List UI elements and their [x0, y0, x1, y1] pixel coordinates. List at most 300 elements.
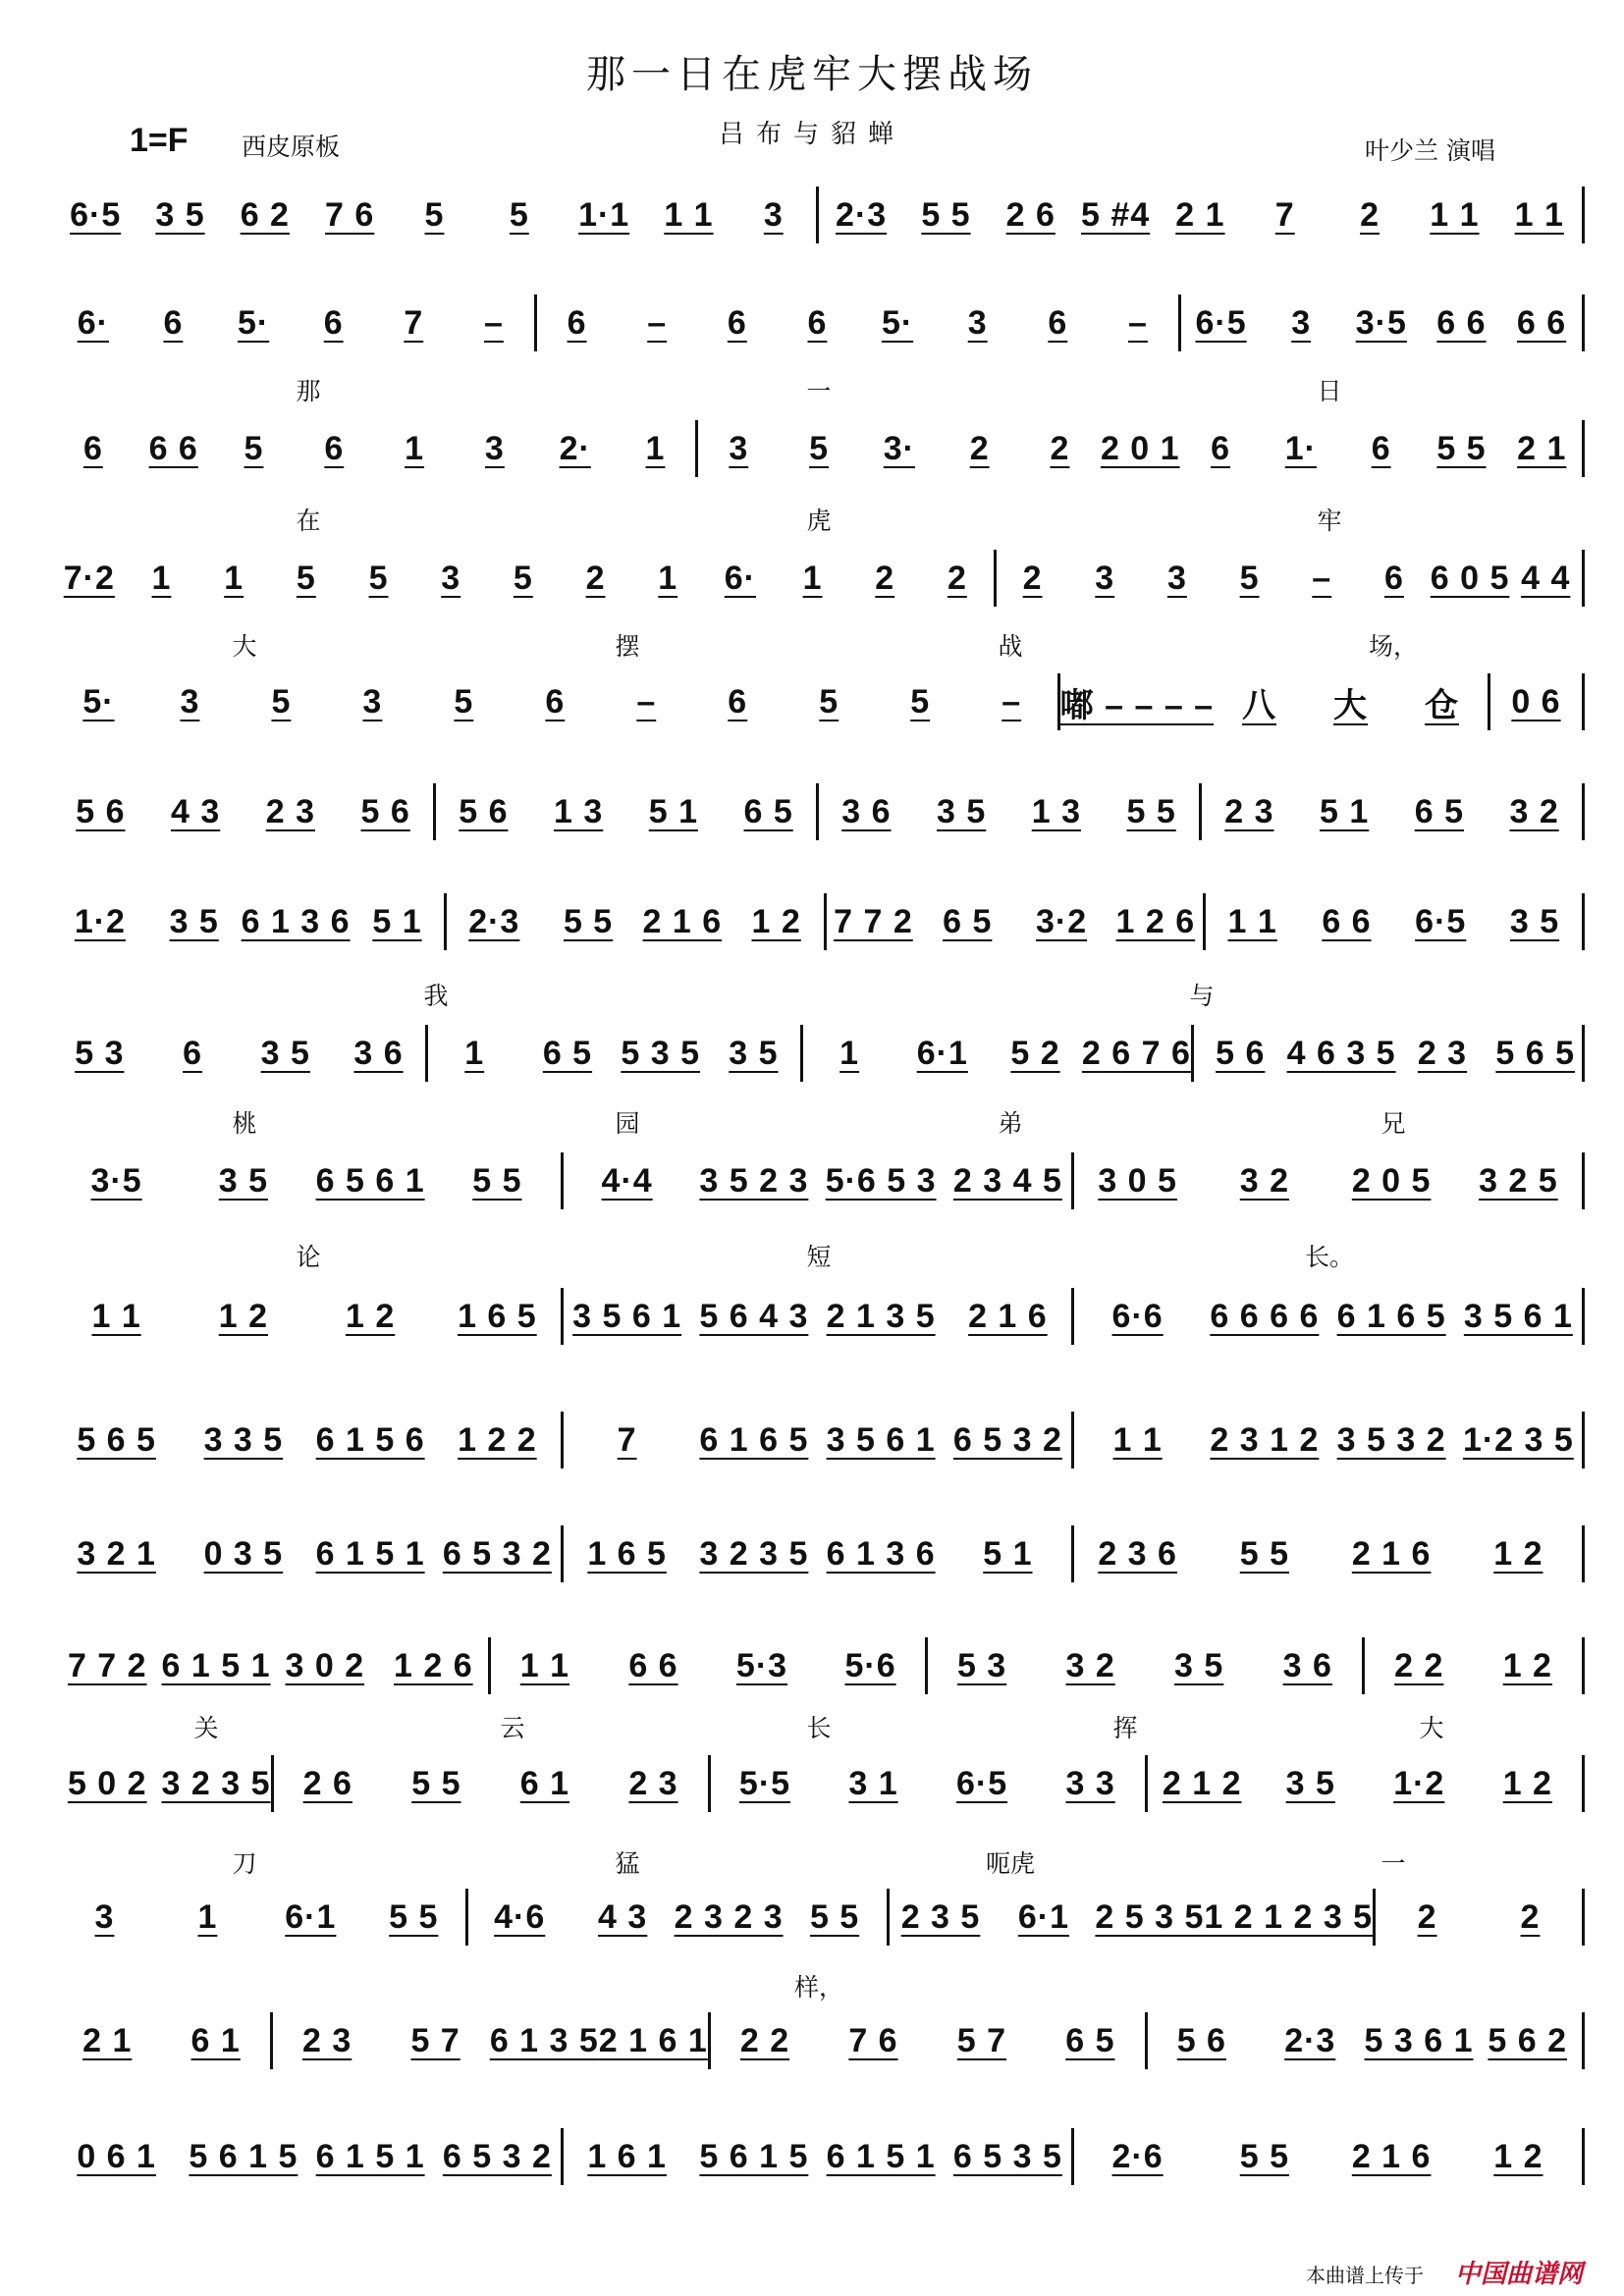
bar-line	[1582, 2012, 1585, 2069]
note-group: 5·	[237, 303, 270, 342]
note-group: 1	[151, 559, 172, 597]
note-group: 6	[183, 1034, 203, 1072]
note-group: 5 5	[1436, 429, 1487, 467]
score-title: 那一日在虎牢大摆战场	[586, 52, 1038, 97]
note-group: 3·5	[1355, 303, 1407, 342]
notation-row	[53, 1757, 1585, 1810]
note-group: 6·	[724, 559, 756, 597]
bar-line	[1582, 1755, 1585, 1812]
note-group: 6	[727, 303, 747, 342]
note-group: 4 4	[1521, 559, 1571, 597]
note-group: 3	[1095, 559, 1115, 597]
note-group: 6 5	[743, 792, 793, 830]
note-group: 1 6 5	[587, 1534, 667, 1573]
note-group: 6	[82, 429, 103, 467]
bar-line	[1582, 420, 1585, 477]
lyric-line	[53, 1105, 1585, 1139]
note-group: 2·3	[836, 195, 888, 234]
note-group: 1 2 6	[394, 1646, 473, 1684]
bar-line	[1582, 1288, 1585, 1345]
notation-row	[53, 1154, 1585, 1207]
note-group: –	[1127, 303, 1148, 342]
lyric-word: 与	[1189, 982, 1215, 1010]
note-group: 4 3	[170, 792, 221, 830]
note-group: 6·5	[1195, 303, 1247, 342]
note-group: 0 6 1	[77, 2137, 156, 2175]
notation-row	[53, 1027, 1585, 1080]
note-group: 6 6	[1516, 303, 1567, 342]
note-group: 2 3 5	[900, 1897, 981, 1936]
note-group: 3 2	[1509, 792, 1559, 830]
note-group: 2	[969, 429, 990, 467]
notation-system	[53, 2014, 1585, 2067]
note-group: 3·2	[1035, 902, 1088, 940]
note-group: 5	[809, 429, 830, 467]
note-group: 6 5 3 2	[442, 1534, 552, 1573]
note-group: 1 1	[1430, 195, 1480, 234]
note-group: 3 5	[260, 1034, 310, 1072]
lyric-word: 日	[1317, 377, 1342, 405]
note-group: 3	[729, 429, 749, 467]
note-group: 3 3	[1065, 1764, 1115, 1802]
notation-system	[53, 1027, 1585, 1080]
lyric-word: 挥	[1112, 1714, 1138, 1742]
note-group: 6 6 6 6	[1210, 1297, 1320, 1335]
note-group: 5 6 1 5	[699, 2137, 809, 2175]
note-group: 5	[244, 429, 264, 467]
note-group: 5·	[82, 682, 115, 721]
note-group: 2·3	[1284, 2021, 1336, 2059]
note-group: 6·1	[1017, 1897, 1070, 1936]
note-group: 2	[1520, 1897, 1541, 1936]
notation-row	[53, 1639, 1585, 1692]
notation-system	[53, 1891, 1585, 1944]
note-group: 1 2 2	[458, 1420, 537, 1459]
note-group: 5 6	[1216, 1034, 1266, 1072]
note-group: 1	[224, 559, 244, 597]
lyric-word: 一	[806, 377, 832, 405]
note-group: 2 1 6	[642, 902, 723, 940]
note-group: 2 6	[1005, 195, 1056, 234]
note-group: 3	[180, 682, 200, 721]
note-group: 5 3 5	[621, 1034, 700, 1072]
lyric-word: 样，	[793, 1973, 843, 2002]
note-group: 6·5	[70, 195, 122, 234]
note-group: 1 2	[1493, 1534, 1543, 1573]
lyric-line	[53, 373, 1585, 406]
note-group: 5 6 5	[77, 1420, 156, 1459]
note-group: 5	[454, 682, 474, 721]
notation-row	[53, 188, 1585, 241]
note-group: –	[483, 303, 504, 342]
lyric-word: 短	[806, 1243, 832, 1271]
bar-line	[1582, 893, 1585, 950]
note-group: 0 3 5	[203, 1534, 284, 1573]
note-group: 5	[910, 682, 931, 721]
lyric-word: 大	[232, 632, 257, 661]
note-group: 0 6	[1511, 682, 1561, 721]
note-group: 2 3	[1417, 1034, 1468, 1072]
note-group: 2 3	[302, 2021, 352, 2059]
lyric-word: 牢	[1317, 507, 1342, 535]
note-group: 5 5	[1239, 1534, 1289, 1573]
notation-system	[53, 422, 1585, 475]
bar-line	[1582, 294, 1585, 351]
note-group: –	[636, 682, 657, 721]
lyric-line	[53, 503, 1585, 536]
notation-row	[53, 1414, 1585, 1467]
bar-line	[1582, 783, 1585, 840]
bar-line	[1582, 2128, 1585, 2185]
note-group: –	[1001, 682, 1022, 721]
notation-row	[53, 895, 1585, 948]
notation-system	[53, 1757, 1585, 1810]
note-group: 2 3	[628, 1764, 678, 1802]
note-group: 5 3 6 1	[1364, 2021, 1474, 2059]
notation-system	[53, 895, 1585, 948]
note-group: 2	[1417, 1897, 1437, 1936]
bar-line	[1582, 1525, 1585, 1582]
note-group: 1 2	[1493, 2137, 1543, 2175]
note-group: 6	[807, 303, 828, 342]
note-group: 6 0 5	[1430, 559, 1510, 597]
note-group: 3 2 3 5	[161, 1764, 271, 1802]
note-group: 1 1	[519, 1646, 570, 1684]
note-group: 7	[617, 1420, 637, 1459]
note-group: 2	[585, 559, 606, 597]
note-group: 5 6	[1176, 2021, 1226, 2059]
note-group: 6 1	[519, 1764, 570, 1802]
note-group: 6	[728, 682, 748, 721]
note-group: 2	[1050, 429, 1070, 467]
site-logo[interactable]: 中国曲谱网	[1455, 2260, 1584, 2289]
bar-line	[1582, 673, 1585, 730]
note-group: 5 6 1 5	[189, 2137, 298, 2175]
note-group: 6 1 5 1	[315, 2137, 425, 2175]
note-group: 5 2	[1010, 1034, 1060, 1072]
bar-line	[1582, 1025, 1585, 1082]
note-group: 3 6	[353, 1034, 404, 1072]
note-group: 2 3 6	[1098, 1534, 1177, 1573]
note-group: 5 5	[1126, 792, 1176, 830]
lyric-line	[53, 978, 1585, 1011]
note-group: 5 3	[75, 1034, 125, 1072]
note-group: 5 5	[563, 902, 614, 940]
lyric-line	[53, 1969, 1585, 2002]
lyric-word: 刀	[232, 1849, 257, 1878]
note-group: 5·6 5 3	[825, 1161, 937, 1200]
notation-row	[53, 1290, 1585, 1343]
note-group: 1	[802, 559, 823, 597]
note-group: 1 2	[1502, 1764, 1552, 1802]
note-group: 6 6	[1436, 303, 1487, 342]
note-group: 3	[441, 559, 461, 597]
lyric-word: 我	[423, 982, 449, 1010]
note-group: 5	[509, 195, 529, 234]
note-group: 7 6	[325, 195, 375, 234]
notation-row	[53, 1891, 1585, 1944]
note-group: 3 0 5	[1098, 1161, 1177, 1200]
note-group: 6 5	[943, 902, 993, 940]
note-group: 6 5	[1414, 792, 1464, 830]
note-group: 1 3	[553, 792, 604, 830]
note-group: 3 5 6 1	[826, 1420, 936, 1459]
note-group: 仓	[1425, 686, 1459, 724]
note-group: 3 1	[848, 1764, 898, 1802]
note-group: 1 1	[1227, 902, 1277, 940]
notation-system	[53, 2130, 1585, 2183]
lyric-word: 桃	[232, 1109, 257, 1138]
note-group: 3 5	[1509, 902, 1560, 940]
singer-credit: 叶少兰 演唱	[1365, 136, 1495, 165]
note-group: 5	[424, 195, 445, 234]
note-group: 3 5 6 1	[1463, 1297, 1573, 1335]
note-group: 5 7	[956, 2021, 1007, 2059]
note-group: 1	[839, 1034, 860, 1072]
note-group: 6 1 3 5	[489, 2021, 599, 2059]
note-group: 5 5	[1239, 2137, 1289, 2175]
note-group: 3 5 2 3	[699, 1161, 809, 1200]
note-group: 5 #4	[1081, 195, 1151, 234]
score-subtitle: 吕布与貂蝉	[718, 120, 905, 149]
note-group: 1 6 1	[587, 2137, 667, 2175]
note-group: 6 5 3 2	[952, 1420, 1062, 1459]
note-group: 6 1 3 6	[241, 902, 351, 940]
lyric-word: 长	[806, 1714, 832, 1742]
note-group: 3·5	[90, 1161, 142, 1200]
notation-row	[53, 2014, 1585, 2067]
bar-line	[1582, 1637, 1585, 1694]
note-group: 2 3	[1224, 792, 1274, 830]
note-group: 5 5	[411, 1764, 461, 1802]
note-group: 3 5	[936, 792, 987, 830]
note-group: 3 2 1	[77, 1534, 156, 1573]
note-group: 2	[1022, 559, 1043, 597]
bar-line	[1582, 1889, 1585, 1946]
note-group: 1 1	[1112, 1420, 1163, 1459]
note-group: 2 6	[302, 1764, 352, 1802]
note-group: 2 6 7 6	[1081, 1034, 1191, 1072]
note-group: 2 1 6	[1351, 1534, 1432, 1573]
note-group: 1 6 5	[458, 1297, 537, 1335]
note-group: 5 6	[76, 792, 126, 830]
note-group: 2 3	[265, 792, 315, 830]
note-group: 3	[1291, 303, 1312, 342]
note-group: 5 5	[809, 1897, 860, 1936]
note-group: 1 1	[1514, 195, 1564, 234]
notation-system	[53, 1527, 1585, 1580]
note-group: 6 1 5 1	[315, 1534, 425, 1573]
note-group: –	[1312, 559, 1332, 597]
note-group: 6 1 6 5	[699, 1420, 809, 1459]
note-group: 2·6	[1111, 2137, 1164, 2175]
note-group: 6 5 6 1	[315, 1161, 425, 1200]
note-group: 1	[464, 1034, 485, 1072]
notation-system	[53, 552, 1585, 605]
note-group: 5	[513, 559, 533, 597]
note-group: 5	[1239, 559, 1260, 597]
note-group: 6 6	[1322, 902, 1372, 940]
lyric-word: 摆	[615, 632, 640, 661]
note-group: 2 1	[1175, 195, 1225, 234]
note-group: 大	[1333, 686, 1369, 724]
note-group: 2 3 1 2	[1210, 1420, 1320, 1459]
note-group: 6	[1048, 303, 1068, 342]
lyric-line	[53, 628, 1585, 662]
note-group: 6 1 5 6	[315, 1420, 425, 1459]
note-group: 2 2	[1394, 1646, 1444, 1684]
lyric-word: 云	[500, 1714, 525, 1742]
note-group: 5 1	[648, 792, 698, 830]
note-group: 5 5	[921, 195, 971, 234]
notation-system	[53, 188, 1585, 241]
note-group: 3	[763, 195, 784, 234]
note-group: 1·2 3 5	[1462, 1420, 1574, 1459]
note-group: 3 5 3 2	[1336, 1420, 1446, 1459]
note-group: 6	[1211, 429, 1231, 467]
note-group: 7	[1274, 195, 1295, 234]
note-group: 6 2	[240, 195, 290, 234]
bar-line	[1582, 187, 1585, 243]
lyric-word: 园	[615, 1109, 640, 1138]
note-group: 6 6	[628, 1646, 678, 1684]
note-group: 嘟 – – – –	[1059, 686, 1215, 724]
note-group: 2	[875, 559, 895, 597]
note-group: 3	[1166, 559, 1187, 597]
notation-system	[53, 675, 1585, 728]
note-group: 3 5	[1174, 1646, 1224, 1684]
meter-label: 西皮原板	[242, 133, 341, 161]
note-group: 5 5	[472, 1161, 522, 1200]
note-group: 2 1 6	[968, 1297, 1048, 1335]
note-group: 3 5	[1285, 1764, 1335, 1802]
note-group: 3 5	[155, 195, 205, 234]
note-group: 1	[658, 559, 678, 597]
note-group: 3 5	[729, 1034, 779, 1072]
note-group: 6	[323, 303, 344, 342]
notation-row	[53, 552, 1585, 605]
note-group: 2 3 4 5	[952, 1161, 1062, 1200]
note-group: 5	[271, 682, 292, 721]
note-group: 3 2	[1239, 1161, 1289, 1200]
lyric-word: 兄	[1380, 1109, 1406, 1138]
note-group: 3	[967, 303, 988, 342]
bar-line	[1582, 1152, 1585, 1209]
note-group: 1·2	[74, 902, 126, 940]
note-group: 6	[1383, 559, 1404, 597]
note-group: 6·1	[916, 1034, 968, 1072]
note-group: 1	[197, 1897, 218, 1936]
notation-row	[53, 296, 1585, 349]
note-group: 3 2 3 5	[699, 1534, 809, 1573]
lyric-line	[53, 1239, 1585, 1272]
note-group: 5 0 2	[67, 1764, 147, 1802]
lyric-word: 在	[296, 507, 321, 535]
note-group: 5 1	[983, 1534, 1033, 1573]
lyric-word: 关	[193, 1714, 219, 1742]
note-group: 1 1	[664, 195, 714, 234]
notation-system	[53, 1290, 1585, 1343]
notation-system	[53, 1414, 1585, 1467]
note-group: 2 3 2 3	[674, 1897, 784, 1936]
lyric-word: 猛	[615, 1849, 640, 1878]
note-group: 3 3 5	[203, 1420, 284, 1459]
note-group: 3	[94, 1897, 115, 1936]
note-group: 2	[1360, 195, 1380, 234]
note-group: 2 2	[739, 2021, 790, 2059]
note-group: 7 6	[848, 2021, 898, 2059]
note-group: 7 7 2	[67, 1646, 147, 1684]
note-group: 3	[484, 429, 505, 467]
note-group: 6 1 5 1	[826, 2137, 936, 2175]
note-group: 2 5 3 5	[1095, 1897, 1205, 1936]
lyric-word: 论	[296, 1243, 321, 1271]
note-group: 1 2	[751, 902, 801, 940]
note-group: 2 1 6 1	[598, 2021, 708, 2059]
note-group: 1	[645, 429, 666, 467]
note-group: 5	[296, 559, 316, 597]
note-group: 1 2 6	[1115, 902, 1196, 940]
note-group: 5	[368, 559, 389, 597]
note-group: 6 5	[1065, 2021, 1115, 2059]
note-group: 2·	[559, 429, 591, 467]
note-group: 5	[819, 682, 839, 721]
note-group: 1 3	[1031, 792, 1081, 830]
note-group: 6	[324, 429, 345, 467]
notation-row	[53, 422, 1585, 475]
note-group: 7	[404, 303, 424, 342]
note-group: 5 1	[1319, 792, 1370, 830]
note-group: 2	[947, 559, 967, 597]
note-group: 3 6	[841, 792, 892, 830]
note-group: 7·2	[63, 559, 115, 597]
note-group: 2 0 1	[1100, 429, 1180, 467]
note-group: 6	[545, 682, 566, 721]
notation-row	[53, 675, 1585, 728]
note-group: 3	[362, 682, 383, 721]
notation-system	[53, 296, 1585, 349]
lyric-word: 战	[998, 632, 1023, 661]
note-group: 6 1 5 1	[161, 1646, 271, 1684]
lyric-line	[53, 1845, 1585, 1879]
note-group: 2 1	[82, 2021, 133, 2059]
notation-row	[53, 1527, 1585, 1580]
note-group: 1 2	[345, 1297, 396, 1335]
note-group: 5 6	[459, 792, 509, 830]
notation-system	[53, 1639, 1585, 1692]
note-group: 3 6	[1282, 1646, 1332, 1684]
note-group: 2·3	[468, 902, 520, 940]
note-group: 5·3	[735, 1646, 788, 1684]
lyric-word: 弟	[998, 1109, 1023, 1138]
note-group: 1 2	[1502, 1646, 1552, 1684]
lyric-word: 长。	[1304, 1243, 1354, 1271]
note-group: 5·6	[844, 1646, 896, 1684]
note-group: 5 1	[372, 902, 422, 940]
lyric-word: 一	[1380, 1849, 1406, 1878]
note-group: 6	[163, 303, 184, 342]
note-group: 1·1	[578, 195, 630, 234]
notation-row	[53, 2130, 1585, 2183]
note-group: 3 5	[218, 1161, 268, 1200]
note-group: 6	[567, 303, 587, 342]
note-group: 7 7 2	[834, 902, 913, 940]
note-group: 4·4	[601, 1161, 653, 1200]
note-group: 4 6 3 5	[1286, 1034, 1396, 1072]
note-group: 6 1	[190, 2021, 241, 2059]
note-group: 5 7	[410, 2021, 460, 2059]
note-group: 4 3	[598, 1897, 648, 1936]
